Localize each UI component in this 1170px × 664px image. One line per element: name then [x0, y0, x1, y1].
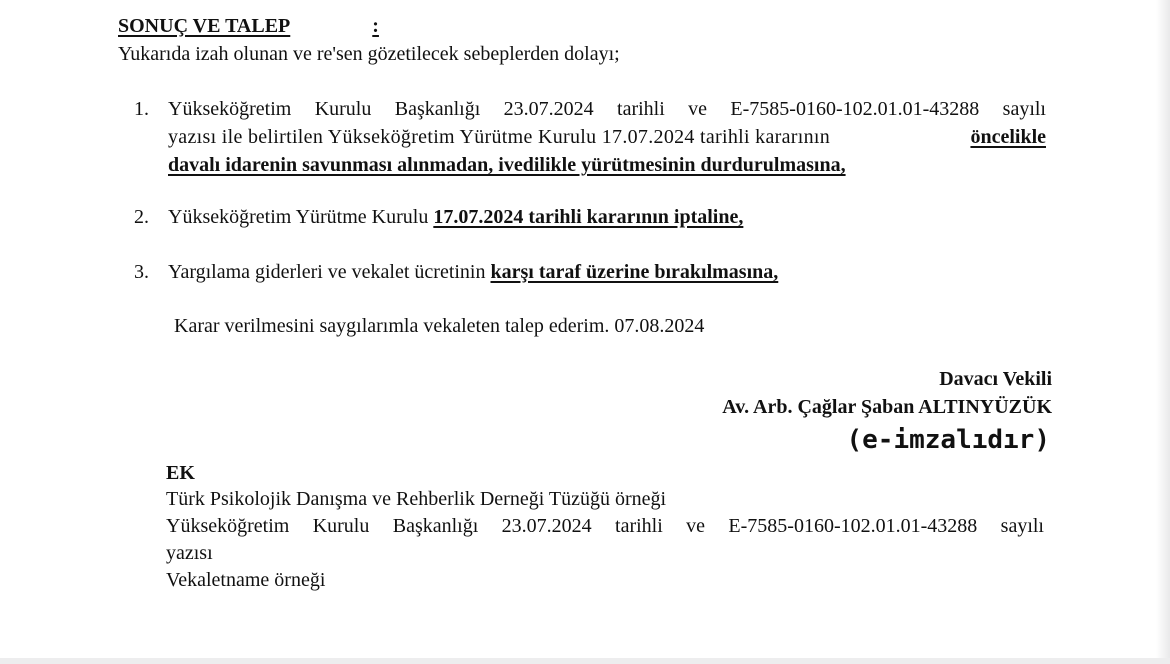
page-edge-right — [1156, 0, 1170, 664]
item-1-line-3: davalı idarenin savunması alınmadan, ivedilikle yürütmesinin durdurulmasına, — [168, 154, 846, 176]
item-2-bold: 17.07.2024 tarihli kararının iptaline, — [433, 206, 744, 228]
item-3-plain: Yargılama giderleri ve vekalet ücretinin — [168, 261, 486, 283]
signature-name: Av. Arb. Çağlar Şaban ALTINYÜZÜK — [722, 396, 1052, 418]
item-1-line-2-plain: yazısı ile belirtilen Yükseköğretim Yürütme Kurulu 17.07.2024 tarihli kararının — [168, 126, 831, 148]
item-number-3: 3. — [134, 261, 149, 283]
item-2-text — [168, 205, 743, 229]
item-1-line-2-bold: öncelikle — [970, 126, 1046, 148]
page-edge-bottom — [0, 658, 1170, 664]
closing-text: Karar verilmesini saygılarımla vekaleten talep ederim. 07.08.2024 — [174, 315, 705, 337]
attachments-title: EK — [166, 462, 195, 484]
item-number-2: 2. — [134, 206, 149, 228]
heading-colon: : — [372, 15, 379, 37]
attachment-item: Vekaletname örneği — [166, 569, 326, 591]
item-1-line-1: Yükseköğretim Kurulu Başkanlığı 23.07.2024 tarihli ve E-7585-0160-102.01.01-43288 sayılı — [168, 98, 1046, 120]
item-2-plain: Yükseköğretim Yürütme Kurulu — [168, 206, 429, 228]
item-3-text — [168, 260, 778, 284]
attachment-item: Türk Psikolojik Danışma ve Rehberlik Derneği Tüzüğü örneği — [166, 488, 667, 510]
intro-text: Yukarıda izah olunan ve re'sen gözetilecek sebeplerden dolayı; — [118, 43, 620, 65]
section-heading — [118, 14, 379, 38]
heading-title: SONUÇ VE TALEP — [118, 15, 291, 37]
item-1-line-2 — [168, 125, 1046, 149]
e-signature-mark: (e-imzalıdır) — [846, 425, 1050, 455]
signature-role: Davacı Vekili — [939, 368, 1052, 390]
item-3-bold: karşı taraf üzerine bırakılmasına, — [490, 261, 779, 283]
item-number-1: 1. — [134, 98, 149, 120]
attachment-item: Yükseköğretim Kurulu Başkanlığı 23.07.2024 tarihli ve E-7585-0160-102.01.01-43288 sayılı — [166, 515, 1044, 537]
attachment-item: yazısı — [166, 542, 213, 564]
